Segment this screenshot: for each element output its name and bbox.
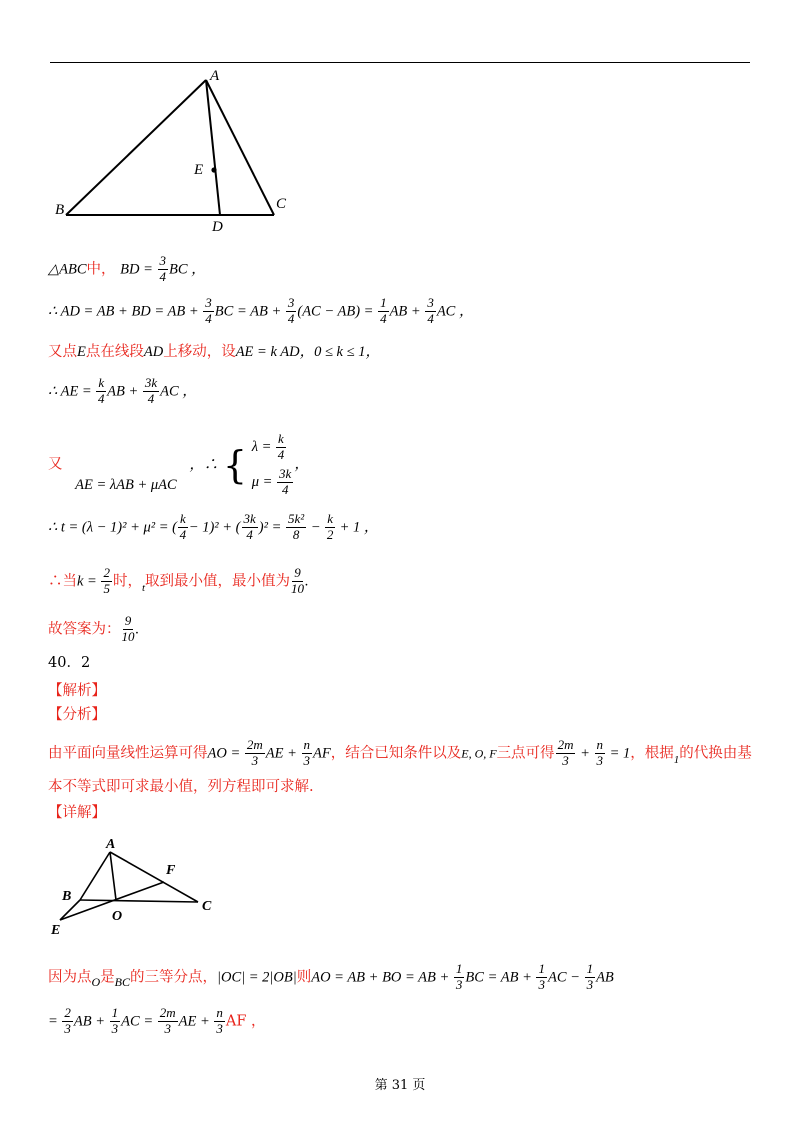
label-o: O — [112, 909, 123, 924]
line-10: 本不等式即可求最小值，列方程即可求解. — [48, 779, 314, 795]
line-7: ∴当k = $\frac{2}{5}$ 时，$_t$取到最小值，最小值为 $\frac{9}{10}$ . — [48, 565, 309, 596]
label-c: C — [276, 196, 287, 212]
line-2: ∴ AD = AB + BD = AB + $\frac{3}{4}$ BC = AB + $\frac{3}{4}$ (AC − AB) = $\frac{1}{4}$ AB + $\frac{3}{4}$ AC ， — [48, 295, 474, 326]
line-11: 因为点$_O$是$_{BC}$的三等分点，|OC| = 2|OB|则AO = AB + BO = AB + $\frac{1}{3}$ BC = AB + $\frac{1}{3}$ AC − $\frac{1}{3}$ AB — [48, 961, 614, 992]
point-e — [211, 167, 216, 172]
line-4: ∴ AE = $\frac{k}{4}$ AB + $\frac{3k}{4}$ AC ， — [48, 375, 197, 406]
side-ab — [66, 80, 206, 215]
label-c: C — [202, 899, 212, 914]
line-5: 又 AE = λAB + μAC ，∴ { λ = $\frac{k}{4}$ μ = $\frac{3k}{4}$ ， — [48, 431, 309, 497]
heading-jiexi: 【解析】 — [48, 683, 106, 699]
segment-ao — [110, 852, 116, 900]
line-9: 由平面向量线性运算可得AO = $\frac{2m}{3}$ AE + $\frac{n}{3}$ AF，结合已知条件以及E, O, F三点可得 $\frac{2m}{3}$ + $\frac{n}{3}$ = 1，根据$_1$的代换由基 — [48, 737, 752, 768]
label-b: B — [55, 202, 65, 218]
triangle-figure-2 — [48, 834, 228, 940]
label-b: B — [62, 889, 72, 904]
side-ac — [110, 852, 198, 902]
label-e: E — [194, 162, 204, 178]
line-8: 故答案为： $\frac{9}{10}$ . — [48, 613, 140, 644]
line-6: ∴ t = (λ − 1)² + μ² = ( $\frac{k}{4}$ − 1)² + ( $\frac{3k}{4}$ )² = $\frac{\text{5k²}}{8}$ − $\frac{k}{2}$ + 1 ， — [48, 511, 379, 542]
line-12: = $\frac{2}{3}$ AB + $\frac{1}{3}$ AC = $\frac{2m}{3}$ AE + $\frac{n}{3}$ AF ， — [48, 1005, 266, 1036]
question-40: 40．2 — [48, 655, 91, 671]
page-number: 第 31 页 — [374, 1078, 426, 1093]
label-a: A — [210, 68, 220, 84]
label-f: F — [166, 863, 176, 878]
side-bc — [80, 900, 198, 902]
side-ac — [206, 80, 274, 215]
heading-xiangjie: 【详解】 — [48, 805, 106, 821]
cases-brace: { — [222, 442, 248, 487]
label-e: E — [51, 923, 61, 938]
line-1: △ABC中， BD = $\frac{3}{4}$ BC ， — [48, 253, 206, 284]
label-a: A — [106, 837, 116, 852]
side-ab — [80, 852, 110, 900]
label-d: D — [212, 219, 223, 235]
segment-ad — [206, 80, 220, 215]
header-rule — [50, 62, 750, 63]
triangle-figure-1 — [50, 68, 300, 238]
line-3: 又点E点在线段AD上移动，设AE = k AD，0 ≤ k ≤ 1， — [48, 344, 380, 360]
heading-fenxi: 【分析】 — [48, 707, 106, 723]
